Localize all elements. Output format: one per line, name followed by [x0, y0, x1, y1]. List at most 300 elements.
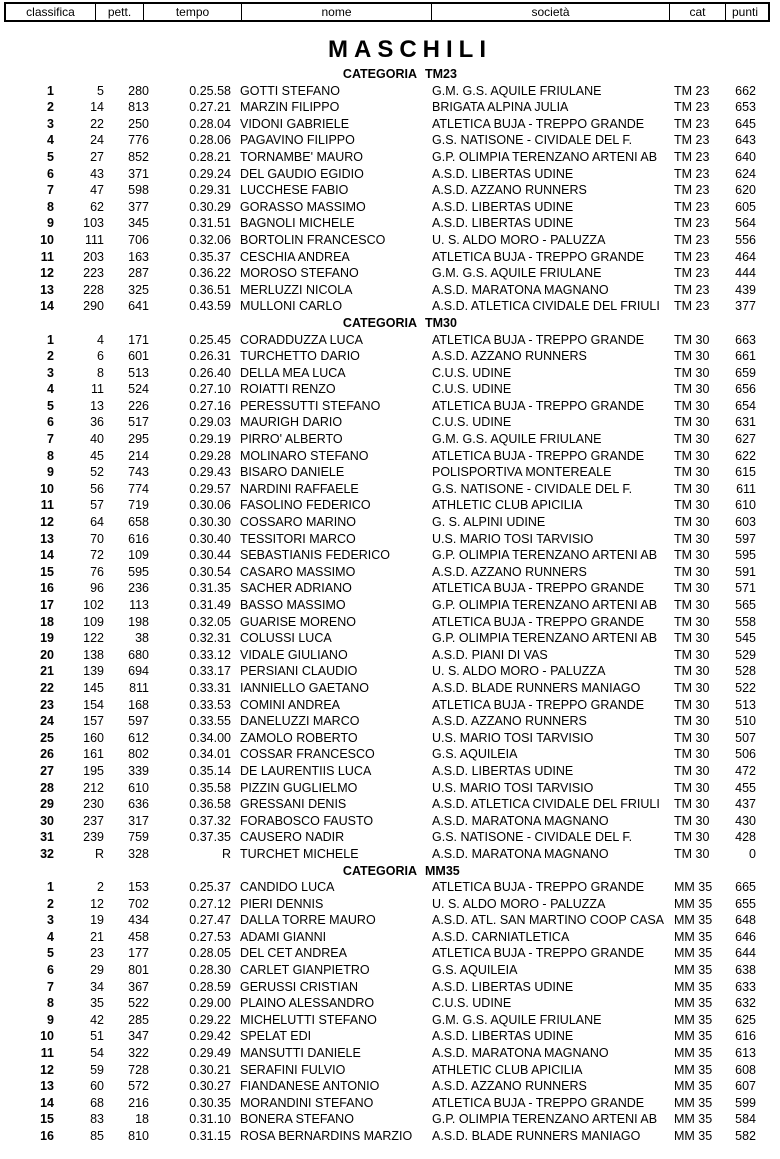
- arrival-cell: 138: [83, 647, 104, 662]
- table-row: [0, 995, 780, 1012]
- points-cell: 653: [735, 100, 756, 115]
- time-cell: 0.28.04: [189, 116, 231, 131]
- table-row: [0, 348, 780, 365]
- points-cell: 633: [735, 979, 756, 994]
- bib-number-cell: 743: [128, 465, 149, 480]
- points-cell: 558: [735, 614, 756, 629]
- points-cell: 611: [736, 481, 756, 496]
- club-cell: A.S.D. AZZANO RUNNERS: [432, 183, 587, 198]
- header-societa: società: [432, 4, 670, 20]
- arrival-cell: 109: [83, 614, 104, 629]
- table-row: [0, 1062, 780, 1079]
- category-cell: MM 35: [674, 1095, 713, 1110]
- club-cell: G.M. G.S. AQUILE FRIULANE: [432, 432, 602, 447]
- points-cell: 620: [735, 183, 756, 198]
- time-cell: 0.29.42: [189, 1029, 231, 1044]
- athlete-name-cell: COSSARO MARINO: [240, 515, 356, 530]
- bib-number-cell: 113: [129, 598, 149, 612]
- arrival-cell: 42: [90, 1012, 104, 1027]
- athlete-name-cell: CANDIDO LUCA: [240, 880, 335, 895]
- club-cell: ATHLETIC CLUB APICILIA: [432, 498, 583, 513]
- time-cell: 0.29.24: [189, 166, 231, 181]
- table-row: [0, 979, 780, 996]
- athlete-name-cell: BISARO DANIELE: [240, 465, 345, 480]
- arrival-cell: 68: [90, 1095, 104, 1110]
- table-row: [0, 232, 780, 249]
- points-cell: 597: [735, 531, 756, 546]
- bib-number-cell: 612: [128, 730, 149, 745]
- arrival-cell: 145: [83, 680, 104, 695]
- club-cell: A.S.D. BLADE RUNNERS MANIAGO: [432, 680, 641, 695]
- time-cell: 0.30.40: [189, 531, 231, 546]
- points-cell: 616: [735, 1029, 756, 1044]
- position-cell: 16: [40, 581, 54, 596]
- table-row: [0, 846, 780, 863]
- athlete-name-cell: PAGAVINO FILIPPO: [240, 133, 355, 148]
- position-cell: 15: [40, 1112, 54, 1127]
- time-cell: 0.27.47: [189, 913, 231, 928]
- time-cell: 0.26.40: [189, 365, 231, 380]
- column-header-bar: [4, 2, 770, 22]
- position-cell: 9: [47, 465, 54, 480]
- arrival-cell: 27: [90, 149, 104, 164]
- arrival-cell: 103: [83, 216, 104, 231]
- category-cell: TM 30: [674, 365, 710, 380]
- club-cell: C.U.S. UDINE: [432, 365, 512, 380]
- time-cell: 0.32.31: [189, 631, 231, 646]
- table-row: [0, 1045, 780, 1062]
- arrival-cell: 8: [97, 365, 104, 380]
- athlete-name-cell: COSSAR FRANCESCO: [240, 747, 375, 762]
- points-cell: 622: [735, 448, 756, 463]
- table-row: [0, 1028, 780, 1045]
- athlete-name-cell: MAURIGH DARIO: [240, 415, 343, 430]
- category-cell: TM 30: [674, 481, 710, 496]
- time-cell: 0.36.22: [189, 266, 231, 281]
- position-cell: 5: [47, 398, 54, 413]
- club-cell: ATLETICA BUJA - TREPPO GRANDE: [432, 697, 645, 712]
- position-cell: 7: [47, 183, 54, 198]
- athlete-name-cell: FORABOSCO FAUSTO: [240, 813, 374, 828]
- time-cell: 0.35.14: [189, 763, 231, 778]
- club-cell: G.S. AQUILEIA: [432, 963, 518, 978]
- athlete-name-cell: CESCHIA ANDREA: [240, 249, 350, 264]
- bib-number-cell: 38: [135, 631, 149, 646]
- points-cell: 377: [735, 299, 756, 314]
- arrival-cell: 239: [83, 830, 104, 845]
- time-cell: 0.36.51: [189, 282, 231, 297]
- bib-number-cell: 322: [128, 1046, 149, 1061]
- category-cell: MM 35: [674, 896, 713, 911]
- bib-number-cell: 572: [128, 1079, 149, 1094]
- points-cell: 624: [735, 166, 756, 181]
- category-cell: TM 23: [674, 116, 710, 131]
- bib-number-cell: 226: [128, 398, 149, 413]
- category-cell: MM 35: [674, 1012, 713, 1027]
- athlete-name-cell: FIANDANESE ANTONIO: [240, 1079, 380, 1094]
- club-cell: G.S. AQUILEIA: [432, 747, 518, 762]
- table-row: [0, 962, 780, 979]
- points-cell: 632: [735, 996, 756, 1011]
- points-cell: 661: [735, 349, 756, 364]
- points-cell: 444: [735, 266, 756, 281]
- bib-number-cell: 852: [128, 149, 149, 164]
- arrival-cell: 57: [90, 498, 104, 513]
- club-cell: ATLETICA BUJA - TREPPO GRANDE: [432, 116, 645, 131]
- points-cell: 0: [749, 846, 756, 861]
- category-cell: TM 30: [674, 332, 710, 347]
- position-cell: 20: [40, 647, 54, 662]
- position-cell: 5: [47, 946, 54, 961]
- bib-number-cell: 236: [128, 581, 149, 596]
- club-cell: G.P. OLIMPIA TERENZANO ARTENI AB: [432, 149, 658, 164]
- points-cell: 607: [735, 1079, 756, 1094]
- athlete-name-cell: ROIATTI RENZO: [240, 382, 336, 397]
- time-cell: 0.29.22: [189, 1012, 231, 1027]
- club-cell: ATLETICA BUJA - TREPPO GRANDE: [432, 614, 645, 629]
- bib-number-cell: 214: [128, 448, 149, 463]
- points-cell: 513: [735, 697, 756, 712]
- position-cell: 6: [47, 963, 54, 978]
- position-cell: 2: [47, 349, 54, 364]
- time-cell: 0.34.01: [189, 747, 231, 762]
- position-cell: 5: [47, 149, 54, 164]
- time-cell: 0.37.32: [189, 813, 231, 828]
- arrival-cell: 237: [83, 813, 104, 828]
- time-cell: 0.30.30: [189, 515, 231, 530]
- time-cell: 0.34.00: [189, 730, 231, 745]
- time-cell: 0.25.37: [189, 880, 231, 895]
- table-row: [0, 597, 780, 614]
- category-heading: [0, 863, 780, 880]
- position-cell: 3: [47, 365, 54, 380]
- athlete-name-cell: CASARO MASSIMO: [240, 564, 356, 579]
- club-cell: A.S.D. ATLETICA CIVIDALE DEL FRIULI: [432, 797, 660, 812]
- arrival-cell: 230: [83, 797, 104, 812]
- time-cell: 0.31.10: [189, 1112, 231, 1127]
- category-cell: MM 35: [674, 1046, 713, 1061]
- position-cell: 13: [40, 531, 54, 546]
- club-cell: G.P. OLIMPIA TERENZANO ARTENI AB: [432, 631, 658, 646]
- position-cell: 10: [40, 481, 54, 496]
- category-cell: TM 30: [674, 498, 710, 513]
- arrival-cell: 203: [83, 249, 104, 264]
- position-cell: 13: [40, 1079, 54, 1094]
- arrival-cell: 83: [90, 1112, 104, 1127]
- bib-number-cell: 280: [128, 83, 149, 98]
- category-cell: TM 23: [674, 299, 710, 314]
- category-heading: [0, 315, 780, 332]
- category-cell: TM 30: [674, 797, 710, 812]
- position-cell: 9: [47, 1012, 54, 1027]
- club-cell: A.S.D. MARATONA MAGNANO: [432, 1046, 609, 1061]
- category-heading: [0, 66, 780, 83]
- arrival-cell: 290: [83, 299, 104, 314]
- points-cell: 638: [735, 963, 756, 978]
- category-cell: TM 23: [674, 199, 710, 214]
- points-cell: 645: [735, 116, 756, 131]
- position-cell: 12: [40, 266, 54, 281]
- position-cell: 12: [40, 515, 54, 530]
- bib-number-cell: 759: [128, 830, 149, 845]
- table-row: [0, 265, 780, 282]
- category-cell: TM 23: [674, 249, 710, 264]
- table-row: [0, 448, 780, 465]
- athlete-name-cell: SACHER ADRIANO: [240, 581, 352, 596]
- arrival-cell: 54: [90, 1046, 104, 1061]
- position-cell: 13: [40, 282, 54, 297]
- athlete-name-cell: SEBASTIANIS FEDERICO: [240, 548, 391, 563]
- bib-number-cell: 198: [128, 614, 149, 629]
- points-cell: 613: [735, 1046, 756, 1061]
- time-cell: 0.27.12: [189, 896, 231, 911]
- category-cell: TM 30: [674, 448, 710, 463]
- points-cell: 464: [735, 249, 756, 264]
- arrival-cell: 157: [83, 714, 104, 729]
- bib-number-cell: 109: [128, 548, 149, 563]
- athlete-name-cell: LUCCHESE FABIO: [240, 183, 349, 198]
- time-cell: 0.29.49: [189, 1046, 231, 1061]
- club-cell: C.U.S. UDINE: [432, 996, 512, 1011]
- category-cell: TM 30: [674, 680, 710, 695]
- time-cell: 0.35.58: [189, 780, 231, 795]
- table-row: [0, 780, 780, 797]
- club-cell: ATLETICA BUJA - TREPPO GRANDE: [432, 581, 645, 596]
- arrival-cell: 111: [84, 232, 104, 247]
- category-prefix: CATEGORIA: [342, 315, 417, 330]
- points-cell: 472: [735, 763, 756, 778]
- time-cell: 0.28.59: [189, 979, 231, 994]
- arrival-cell: 35: [90, 996, 104, 1011]
- category-cell: TM 23: [674, 149, 710, 164]
- time-cell: 0.29.19: [189, 432, 231, 447]
- time-cell: 0.33.17: [189, 664, 231, 679]
- arrival-cell: 62: [90, 199, 104, 214]
- club-cell: G.P. OLIMPIA TERENZANO ARTENI AB: [432, 598, 658, 612]
- points-cell: 627: [735, 432, 756, 447]
- category-cell: MM 35: [674, 963, 713, 978]
- arrival-cell: 76: [90, 564, 104, 579]
- bib-number-cell: 702: [128, 896, 149, 911]
- club-cell: BRIGATA ALPINA JULIA: [432, 100, 569, 115]
- club-cell: ATHLETIC CLUB APICILIA: [432, 1062, 583, 1077]
- table-row: [0, 398, 780, 415]
- points-cell: 659: [735, 365, 756, 380]
- time-cell: 0.30.06: [189, 498, 231, 513]
- bib-number-cell: 250: [128, 116, 149, 131]
- bib-number-cell: 347: [128, 1029, 149, 1044]
- arrival-cell: 47: [90, 183, 104, 198]
- table-row: [0, 896, 780, 913]
- position-cell: 17: [40, 598, 54, 612]
- table-row: [0, 763, 780, 780]
- club-cell: ATLETICA BUJA - TREPPO GRANDE: [432, 332, 645, 347]
- table-row: [0, 796, 780, 813]
- bib-number-cell: 658: [128, 515, 149, 530]
- position-cell: 8: [47, 199, 54, 214]
- bib-number-cell: 317: [128, 813, 149, 828]
- bib-number-cell: 616: [128, 531, 149, 546]
- athlete-name-cell: MOROSO STEFANO: [240, 266, 359, 281]
- position-cell: 11: [40, 1046, 54, 1061]
- position-cell: 3: [47, 116, 54, 131]
- category-cell: MM 35: [674, 913, 713, 928]
- time-cell: 0.33.12: [189, 647, 231, 662]
- category-cell: MM 35: [674, 1129, 713, 1143]
- time-cell: 0.28.21: [189, 149, 231, 164]
- club-cell: C.U.S. UDINE: [432, 415, 512, 430]
- category-cell: TM 30: [674, 830, 710, 845]
- club-cell: A.S.D. LIBERTAS UDINE: [432, 979, 574, 994]
- points-cell: 595: [735, 548, 756, 563]
- club-cell: U.S. MARIO TOSI TARVISIO: [432, 531, 594, 546]
- athlete-name-cell: GRESSANI DENIS: [240, 797, 347, 812]
- points-cell: 654: [735, 398, 756, 413]
- category-cell: TM 30: [674, 398, 710, 413]
- category-cell: TM 23: [674, 166, 710, 181]
- points-cell: 663: [735, 332, 756, 347]
- category-cell: TM 30: [674, 548, 710, 563]
- arrival-cell: 19: [90, 913, 104, 928]
- athlete-name-cell: TURCHET MICHELE: [240, 846, 359, 861]
- club-cell: A.S.D. MARATONA MAGNANO: [432, 282, 609, 297]
- category-cell: TM 30: [674, 531, 710, 546]
- athlete-name-cell: TORNAMBE' MAURO: [240, 149, 363, 164]
- points-cell: 564: [735, 216, 756, 231]
- header-punti: punti: [731, 5, 759, 19]
- time-cell: 0.29.03: [189, 415, 231, 430]
- table-row: [0, 912, 780, 929]
- club-cell: A.S.D. LIBERTAS UDINE: [432, 199, 574, 214]
- position-cell: 10: [40, 232, 54, 247]
- time-cell: 0.33.55: [189, 714, 231, 729]
- arrival-cell: 6: [97, 349, 104, 364]
- category-cell: MM 35: [674, 979, 713, 994]
- table-row: [0, 1078, 780, 1095]
- time-cell: 0.30.54: [189, 564, 231, 579]
- position-cell: 14: [40, 548, 54, 563]
- club-cell: U.S. MARIO TOSI TARVISIO: [432, 780, 594, 795]
- table-row: [0, 149, 780, 166]
- time-cell: 0.29.43: [189, 465, 231, 480]
- table-row: [0, 547, 780, 564]
- bib-number-cell: 345: [128, 216, 149, 231]
- position-cell: 1: [47, 83, 54, 98]
- bib-number-cell: 377: [128, 199, 149, 214]
- time-cell: 0.29.00: [189, 996, 231, 1011]
- points-cell: 528: [735, 664, 756, 679]
- bib-number-cell: 774: [128, 481, 149, 496]
- table-row: [0, 829, 780, 846]
- athlete-name-cell: DEL GAUDIO EGIDIO: [240, 166, 364, 181]
- points-cell: 640: [735, 149, 756, 164]
- athlete-name-cell: PERSIANI CLAUDIO: [240, 664, 358, 679]
- points-cell: 506: [735, 747, 756, 762]
- bib-number-cell: 610: [128, 780, 149, 795]
- position-cell: 23: [40, 697, 54, 712]
- time-cell: 0.31.15: [189, 1129, 231, 1143]
- position-cell: 31: [40, 830, 54, 845]
- position-cell: 15: [40, 564, 54, 579]
- points-cell: 615: [735, 465, 756, 480]
- arrival-cell: 34: [90, 979, 104, 994]
- bib-number-cell: 163: [128, 249, 149, 264]
- table-row: [0, 647, 780, 664]
- position-cell: 8: [47, 996, 54, 1011]
- category-cell: TM 30: [674, 564, 710, 579]
- time-cell: 0.30.21: [189, 1062, 231, 1077]
- points-cell: 655: [735, 896, 756, 911]
- category-cell: TM 23: [674, 133, 710, 148]
- athlete-name-cell: VIDALE GIULIANO: [240, 647, 348, 662]
- time-cell: 0.27.53: [189, 929, 231, 944]
- position-cell: 14: [40, 299, 54, 314]
- header-pettorale: pett.: [96, 4, 144, 20]
- athlete-name-cell: TURCHETTO DARIO: [240, 349, 360, 364]
- category-cell: MM 35: [674, 1079, 713, 1094]
- athlete-name-cell: MORANDINI STEFANO: [240, 1095, 374, 1110]
- athlete-name-cell: ROSA BERNARDINS MARZIO: [240, 1129, 413, 1143]
- category-cell: TM 30: [674, 846, 710, 861]
- club-cell: G.M. G.S. AQUILE FRIULANE: [432, 1012, 602, 1027]
- athlete-name-cell: GOTTI STEFANO: [240, 83, 341, 98]
- table-row: [0, 414, 780, 431]
- club-cell: A.S.D. AZZANO RUNNERS: [432, 714, 587, 729]
- bib-number-cell: 216: [128, 1095, 149, 1110]
- athlete-name-cell: MOLINARO STEFANO: [240, 448, 369, 463]
- bib-number-cell: 168: [128, 697, 149, 712]
- table-row: [0, 464, 780, 481]
- bib-number-cell: 513: [128, 365, 149, 380]
- arrival-cell: 85: [90, 1129, 104, 1143]
- bib-number-cell: 597: [128, 714, 149, 729]
- position-cell: 28: [40, 780, 54, 795]
- position-cell: 7: [47, 979, 54, 994]
- table-row: [0, 564, 780, 581]
- athlete-name-cell: PLAINO ALESSANDRO: [240, 996, 375, 1011]
- arrival-cell: 60: [90, 1079, 104, 1094]
- arrival-cell: 43: [90, 166, 104, 181]
- category-cell: TM 30: [674, 730, 710, 745]
- bib-number-cell: 641: [128, 299, 149, 314]
- bib-number-cell: 371: [128, 166, 149, 181]
- points-cell: 646: [735, 929, 756, 944]
- table-row: [0, 365, 780, 382]
- bib-number-cell: 802: [128, 747, 149, 762]
- club-cell: G.M. G.S. AQUILE FRIULANE: [432, 83, 602, 98]
- club-cell: A.S.D. PIANI DI VAS: [432, 647, 548, 662]
- club-cell: A.S.D. MARATONA MAGNANO: [432, 846, 609, 861]
- table-row: [0, 630, 780, 647]
- position-cell: 9: [47, 216, 54, 231]
- club-cell: G.M. G.S. AQUILE FRIULANE: [432, 266, 602, 281]
- bib-number-cell: 813: [128, 100, 149, 115]
- points-cell: 522: [735, 680, 756, 695]
- header-nome: nome: [242, 4, 432, 20]
- category-prefix: CATEGORIA: [342, 67, 417, 81]
- arrival-cell: 12: [90, 896, 104, 911]
- arrival-cell: 122: [83, 631, 104, 646]
- position-cell: 29: [40, 797, 54, 812]
- time-cell: 0.30.29: [189, 199, 231, 214]
- club-cell: A.S.D. AZZANO RUNNERS: [432, 1079, 587, 1094]
- category-cell: TM 30: [674, 780, 710, 795]
- points-cell: 455: [735, 780, 756, 795]
- club-cell: G.P. OLIMPIA TERENZANO ARTENI AB: [432, 1112, 658, 1127]
- category-cell: MM 35: [674, 946, 713, 961]
- points-cell: 428: [735, 830, 756, 845]
- category-cell: TM 23: [674, 232, 710, 247]
